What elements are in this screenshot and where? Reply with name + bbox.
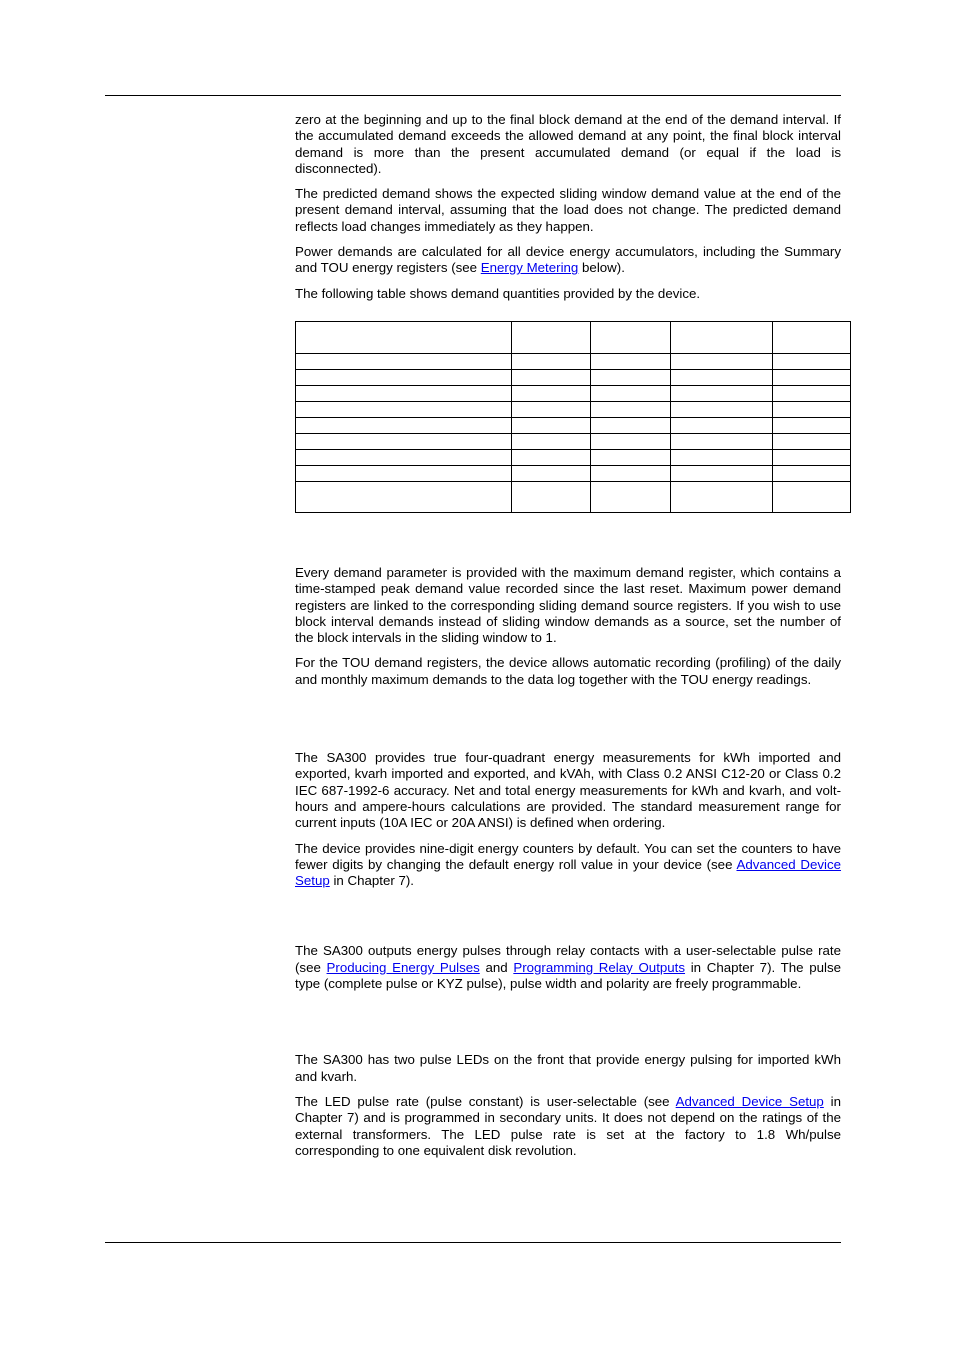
table-row	[296, 385, 851, 401]
paragraph-energy-measurements: The SA300 provides true four-quadrant energy measurements for kWh imported and exported, kvarh imported and exported, and kVAh, with Class 0.2 ANSI C12-20 or Class 0.2 IEC 687-1992-6 accuracy. Net and total energy measurements for kWh and kvarh, and volt-hours and ampere-hours calculations are provided. The standard measurement range for current inputs (10A IEC or 20A ANSI) is defined when ordering.	[295, 750, 841, 831]
table-cell	[671, 369, 773, 385]
table-cell	[773, 385, 851, 401]
table-cell	[296, 481, 512, 512]
table-cell	[591, 369, 671, 385]
table-cell	[591, 449, 671, 465]
text: and	[479, 959, 514, 975]
advanced-device-setup-link-2[interactable]: Advanced Device Setup	[675, 1093, 824, 1109]
table-cell	[296, 449, 512, 465]
table-cell	[512, 481, 591, 512]
table-cell	[296, 401, 512, 417]
table-row	[296, 353, 851, 369]
text: in Chapter 7).	[329, 873, 415, 889]
page-body	[295, 112, 841, 1168]
text: The LED pulse rate (pulse constant) is user-selectable (see	[295, 1093, 676, 1109]
table-cell	[296, 433, 512, 449]
table-cell	[671, 321, 773, 353]
table-cell	[512, 321, 591, 353]
table-cell	[773, 465, 851, 481]
table-cell	[773, 369, 851, 385]
table-cell	[591, 481, 671, 512]
table-cell	[512, 385, 591, 401]
paragraph-block-demand-end: zero at the beginning and up to the final block demand at the end of the demand interval. If the accumulated demand exceeds the allowed demand at any point, the final block interval demand is more than the present accumulated demand (or equal if the load is disconnected).	[295, 112, 841, 176]
text: The device provides nine-digit energy counters by default. You can set the counters to have fewer digits by changing the default energy roll value in your device (see	[295, 840, 841, 872]
table-cell	[591, 385, 671, 401]
demand-quantities-table	[295, 321, 851, 513]
footer-rule	[105, 1242, 841, 1243]
text: below).	[578, 260, 625, 276]
text: Power demands are calculated for all device energy accumulators, including the Summary and TOU energy registers (see	[295, 244, 841, 276]
table-cell	[773, 433, 851, 449]
text: in Chapter 7). The pulse type (complete pulse or KYZ pulse), pulse width and polarity are freely programmable.	[295, 959, 841, 992]
table-cell	[512, 353, 591, 369]
paragraph-max-demand: Every demand parameter is provided with the maximum demand register, which contains a time-stamped peak demand value recorded since the last reset. Maximum power demand registers are linked to the corresponding sliding demand source registers. If you wish to use block interval demands instead of sliding window demands as a source, set the number of the block intervals in the sliding window to 1.	[295, 564, 841, 646]
table-cell	[773, 321, 851, 353]
table-cell	[671, 465, 773, 481]
table-cell	[671, 481, 773, 512]
table-cell	[773, 353, 851, 369]
table-cell	[773, 401, 851, 417]
text: in Chapter 7) and is programmed in secondary units. It does not depend on the ratings of the external transformers. The LED pulse rate is set at the factory to 1.8 Wh/pulse corresponding to one equivalent disk revolution.	[295, 1093, 841, 1158]
paragraph-pulse-leds: The SA300 has two pulse LEDs on the front that provide energy pulsing for imported kWh and kvarh.	[295, 1052, 841, 1084]
paragraph-predicted-demand: The predicted demand shows the expected sliding window demand value at the end of the present demand interval, assuming that the load does not change. The predicted demand reflects load changes immediately as they happen.	[295, 186, 841, 234]
table-cell	[512, 433, 591, 449]
table-cell	[591, 465, 671, 481]
table-cell	[296, 353, 512, 369]
advanced-device-setup-link[interactable]: Advanced Device Setup	[295, 856, 842, 889]
table-row	[296, 465, 851, 481]
table-cell	[591, 353, 671, 369]
table-row	[296, 401, 851, 417]
table-cell	[591, 417, 671, 433]
table-cell	[671, 449, 773, 465]
table-cell	[512, 401, 591, 417]
table-cell	[296, 385, 512, 401]
table-cell	[512, 417, 591, 433]
table-row	[296, 481, 851, 512]
table-cell	[296, 321, 512, 353]
table-row	[296, 321, 851, 353]
paragraph-energy-pulses	[295, 943, 841, 992]
table-cell	[296, 465, 512, 481]
table-cell	[296, 369, 512, 385]
paragraph-energy-counters	[295, 841, 841, 890]
table-row	[296, 417, 851, 433]
paragraph-table-intro: The following table shows demand quantities provided by the device.	[295, 285, 701, 301]
table-cell	[591, 433, 671, 449]
table-cell	[671, 417, 773, 433]
header-rule	[105, 95, 841, 96]
table-cell	[773, 481, 851, 512]
table-row	[296, 433, 851, 449]
table-cell	[591, 321, 671, 353]
paragraph-led-pulse-rate	[295, 1094, 841, 1159]
table-row	[296, 369, 851, 385]
paragraph-power-demands	[295, 244, 841, 277]
table-cell	[512, 465, 591, 481]
table-cell	[671, 353, 773, 369]
table-cell	[296, 417, 512, 433]
table-cell	[671, 433, 773, 449]
table-cell	[512, 369, 591, 385]
paragraph-tou-demand: For the TOU demand registers, the device allows automatic recording (profiling) of the daily and monthly maximum demands to the data log together with the TOU energy readings.	[295, 655, 841, 687]
programming-relay-outputs-link[interactable]: Programming Relay Outputs	[513, 959, 686, 975]
table-cell	[671, 385, 773, 401]
table-cell	[773, 449, 851, 465]
text: The SA300 outputs energy pulses through relay contacts with a user-selectable pulse rate (see	[295, 943, 841, 975]
table-cell	[671, 401, 773, 417]
table-cell	[512, 449, 591, 465]
table-cell	[591, 401, 671, 417]
energy-metering-link[interactable]: Energy Metering	[480, 260, 579, 276]
table-cell	[773, 417, 851, 433]
table-row	[296, 449, 851, 465]
producing-energy-pulses-link[interactable]: Producing Energy Pulses	[326, 959, 480, 975]
